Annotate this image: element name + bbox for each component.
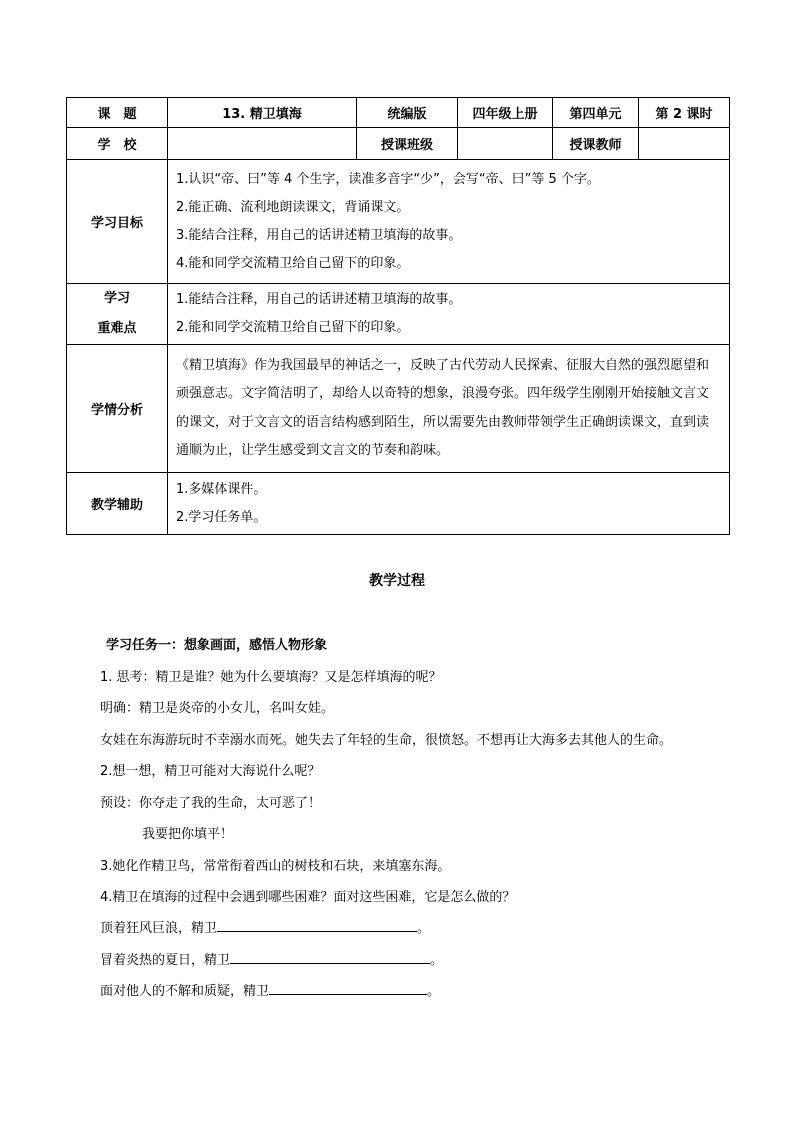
objective-item: 3.能结合注释，用自己的话讲述精卫填海的故事。 bbox=[176, 227, 462, 243]
aids-content bbox=[168, 473, 730, 535]
process-line: 1. 思考：精卫是谁？她为什么要填海？又是怎样填海的呢？ bbox=[100, 670, 442, 685]
process-line: 3.她化作精卫鸟，常常衔着西山的树枝和石块，来填塞东海。 bbox=[100, 859, 451, 874]
analysis-label: 学情分析 bbox=[67, 345, 168, 473]
fill-in-line bbox=[100, 917, 430, 936]
course-label: 课 题 bbox=[67, 98, 168, 128]
table-row-key-points bbox=[67, 284, 730, 345]
key-point-item: 2.能和同学交流精卫给自己留下的印象。 bbox=[176, 320, 410, 335]
process-line: 预设：你夺走了我的生命，太可恶了！ bbox=[100, 796, 322, 811]
key-point-item: 1.能结合注释，用自己的话讲述精卫填海的故事。 bbox=[176, 292, 462, 307]
aids-label: 教学辅助 bbox=[67, 473, 168, 535]
answer-blank[interactable] bbox=[217, 919, 417, 932]
table-row-course bbox=[67, 98, 730, 128]
teacher-value bbox=[639, 128, 730, 160]
process-line: 我要把你填平！ bbox=[142, 827, 234, 842]
task1-title: 学习任务一：想象画面，感悟人物形象 bbox=[106, 638, 328, 653]
analysis-content bbox=[168, 345, 730, 473]
class-label: 授课班级 bbox=[357, 128, 458, 160]
table-row-objectives bbox=[67, 160, 730, 284]
fill-in-line bbox=[100, 949, 443, 968]
key-points-label bbox=[67, 284, 168, 345]
fill-in-suffix: 。 bbox=[417, 921, 431, 936]
objectives-label: 学习目标 bbox=[67, 160, 168, 284]
fill-in-prefix: 面对他人的不解和质疑，精卫 bbox=[100, 984, 270, 999]
fill-in-suffix: 。 bbox=[427, 984, 441, 999]
fill-in-prefix: 冒着炎热的夏日，精卫 bbox=[100, 953, 231, 968]
grade-cell: 四年级上册 bbox=[458, 98, 553, 128]
table-row-aids bbox=[67, 473, 730, 535]
aid-item: 1.多媒体课件。 bbox=[176, 481, 267, 497]
unit-cell: 第四单元 bbox=[553, 98, 639, 128]
objective-item: 2.能正确、流利地朗读课文，背诵课文。 bbox=[176, 199, 410, 215]
objectives-content bbox=[168, 160, 730, 284]
class-value bbox=[458, 128, 553, 160]
process-line: 2.想一想，精卫可能对大海说什么呢？ bbox=[100, 764, 321, 779]
course-title: 13. 精卫填海 bbox=[168, 98, 357, 128]
school-label: 学 校 bbox=[67, 128, 168, 160]
process-title: 教学过程 bbox=[369, 573, 425, 589]
school-value bbox=[168, 128, 357, 160]
answer-blank[interactable] bbox=[269, 982, 427, 995]
table-row-analysis bbox=[67, 345, 730, 473]
key-points-content bbox=[168, 284, 730, 345]
period-cell: 第 2 课时 bbox=[639, 98, 730, 128]
lesson-info-table bbox=[66, 97, 730, 535]
answer-blank[interactable] bbox=[230, 951, 430, 964]
objective-item: 4.能和同学交流精卫给自己留下的印象。 bbox=[176, 255, 410, 271]
analysis-text: 《精卫填海》作为我国最早的神话之一，反映了古代劳动人民探索、征服大自然的强烈愿望和顽强意志。文字简洁明了，却给人以奇特的想象，浪漫夸张。四年级学生刚刚开始接触文言文的课文，对于文言文的语言结构感到陌生，所以需要先由教师带领学生正确朗读课文，直到读通顺为止，让学生感受到文言文的节奏和韵味。 bbox=[176, 357, 710, 458]
aid-item: 2.学习任务单。 bbox=[176, 509, 267, 525]
objective-item: 1.认识“帝、曰”等 4 个生字，读准多音字“少”，会写“帝、曰”等 5 个字。 bbox=[176, 171, 600, 187]
fill-in-line bbox=[100, 980, 440, 999]
process-line: 女娃在东海游玩时不幸溺水而死。她失去了年轻的生命，很愤怒。不想再让大海多去其他人的生命。 bbox=[100, 733, 673, 748]
process-line: 明确：精卫是炎帝的小女儿，名叫女娃。 bbox=[100, 701, 335, 716]
key-points-label-line2: 重难点 bbox=[97, 321, 137, 336]
process-line: 4.精卫在填海的过程中会遇到哪些困难？面对这些困难，它是怎么做的？ bbox=[100, 890, 516, 905]
key-points-label-line1: 学习 bbox=[103, 291, 130, 306]
teacher-label: 授课教师 bbox=[553, 128, 639, 160]
fill-in-suffix: 。 bbox=[430, 953, 444, 968]
edition-cell: 统编版 bbox=[357, 98, 458, 128]
fill-in-prefix: 顶着狂风巨浪，精卫 bbox=[100, 921, 218, 936]
table-row-school bbox=[67, 128, 730, 160]
